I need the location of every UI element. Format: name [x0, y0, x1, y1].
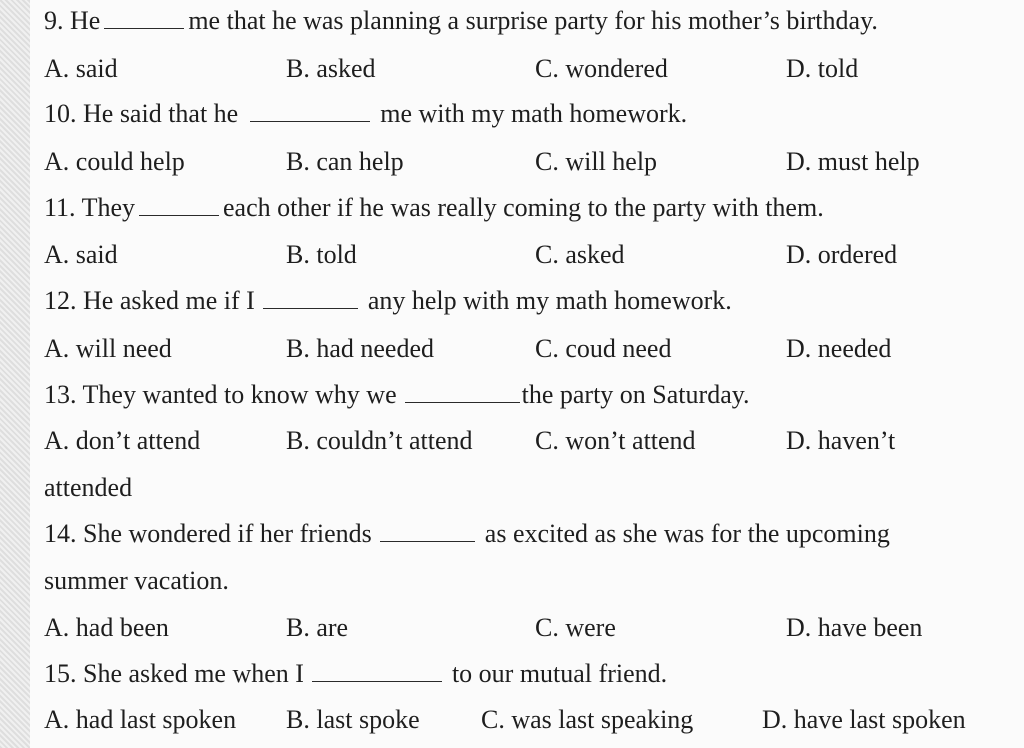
- question-15-option-d: D. have last spoken: [762, 705, 966, 734]
- question-11: [44, 192, 824, 224]
- question-14-option-c: C. were: [535, 613, 616, 642]
- question-15-option-a: A. had last spoken: [44, 705, 237, 734]
- question-9-option-a: A. said: [44, 54, 118, 83]
- question-13-option-a: A. don’t attend: [44, 426, 201, 455]
- question-10: [44, 98, 687, 130]
- question-9-option-d: D. told: [786, 54, 859, 83]
- question-11-blank: [139, 195, 219, 216]
- question-9-suffix: me that he was planning a surprise party for his mother’s birthday.: [188, 6, 878, 35]
- question-9-option-b: B. asked: [286, 54, 376, 83]
- question-14-continued: summer vacation.: [44, 566, 229, 595]
- question-12-suffix: any help with my math homework.: [367, 286, 732, 315]
- question-10-suffix: me with my math homework.: [380, 99, 688, 128]
- question-12-option-a: A. will need: [44, 334, 172, 363]
- question-13-suffix: the party on Saturday.: [521, 380, 750, 409]
- question-9-option-c: C. wondered: [535, 54, 668, 83]
- question-12-blank: [263, 288, 358, 309]
- question-9-prefix: 9. He: [44, 6, 101, 35]
- question-10-option-a: A. could help: [44, 147, 185, 176]
- question-11-prefix: 11. They: [44, 193, 135, 222]
- question-11-option-a: A. said: [44, 240, 118, 269]
- question-12-option-b: B. had needed: [286, 334, 435, 363]
- question-13-option-c: C. won’t attend: [535, 426, 696, 455]
- question-13: [44, 379, 750, 411]
- question-14: [44, 518, 890, 550]
- question-13-option-b: B. couldn’t attend: [286, 426, 473, 455]
- question-14-option-a: A. had been: [44, 613, 169, 642]
- question-10-prefix: 10. He said that he: [44, 99, 239, 128]
- question-14-suffix: as excited as she was for the upcoming: [484, 519, 890, 548]
- question-13-option-d: D. haven’t: [786, 426, 896, 455]
- question-14-option-b: B. are: [286, 613, 349, 642]
- scan-edge: [0, 0, 30, 748]
- question-15-suffix: to our mutual friend.: [451, 659, 668, 688]
- question-14-blank: [380, 521, 475, 542]
- question-11-option-b: B. told: [286, 240, 357, 269]
- question-12-prefix: 12. He asked me if I: [44, 286, 255, 315]
- question-13-prefix: 13. They wanted to know why we: [44, 380, 397, 409]
- question-13-option-d-continued: attended: [44, 473, 133, 502]
- question-10-option-c: C. will help: [535, 147, 658, 176]
- question-10-option-d: D. must help: [786, 147, 920, 176]
- question-14-prefix: 14. She wondered if her friends: [44, 519, 372, 548]
- question-9-blank: [104, 8, 184, 29]
- question-11-option-c: C. asked: [535, 240, 625, 269]
- question-12: [44, 285, 732, 317]
- question-14-option-d: D. have been: [786, 613, 923, 642]
- question-12-option-c: C. coud need: [535, 334, 672, 363]
- question-11-option-d: D. ordered: [786, 240, 898, 269]
- question-15-option-c: C. was last speaking: [481, 705, 694, 734]
- question-9: [44, 5, 878, 37]
- question-15-prefix: 15. She asked me when I: [44, 659, 304, 688]
- question-10-option-b: B. can help: [286, 147, 404, 176]
- question-13-blank: [405, 382, 520, 403]
- question-15-blank: [312, 661, 442, 682]
- question-12-option-d: D. needed: [786, 334, 892, 363]
- question-11-suffix: each other if he was really coming to the party with them.: [223, 193, 824, 222]
- question-10-blank: [250, 101, 370, 122]
- question-15-option-b: B. last spoke: [286, 705, 420, 734]
- question-15: [44, 658, 667, 690]
